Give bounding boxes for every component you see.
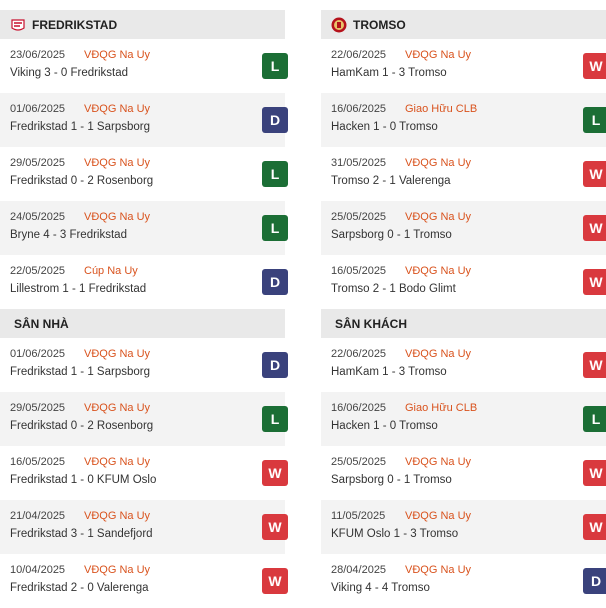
match-row[interactable] [321,93,606,147]
recent-matches-list [0,39,285,309]
result-badge: W [583,514,606,540]
result-badge: D [262,269,288,295]
match-row[interactable] [321,201,606,255]
match-row[interactable] [321,500,606,554]
home-matches-list [0,338,285,608]
match-score: Hacken 1 - 0 Tromso [331,121,438,133]
match-row[interactable] [321,39,606,93]
result-badge: W [583,215,606,241]
match-date: 31/05/2025 [331,157,387,169]
match-date: 29/05/2025 [10,157,66,169]
match-row[interactable] [0,93,285,147]
match-score: Fredrikstad 0 - 2 Rosenborg [10,420,154,432]
match-score: Sarpsborg 0 - 1 Tromso [331,474,452,486]
tromso-logo-icon [331,17,347,33]
match-row[interactable] [321,392,606,446]
result-badge: W [262,568,288,594]
match-score: Fredrikstad 3 - 1 Sandefjord [10,528,153,540]
match-score: Viking 3 - 0 Fredrikstad [10,67,129,79]
venue-title: SÂN KHÁCH [335,316,407,331]
match-score: Fredrikstad 1 - 1 Sarpsborg [10,366,150,378]
match-score: Tromso 2 - 1 Bodo Glimt [331,283,456,295]
match-row[interactable] [321,147,606,201]
match-league: VĐQG Na Uy [84,348,151,360]
match-row[interactable] [0,554,285,608]
match-date: 01/06/2025 [10,348,66,360]
match-row[interactable] [0,39,285,93]
match-score: Fredrikstad 1 - 1 Sarpsborg [10,121,150,133]
match-league: VĐQG Na Uy [405,265,472,277]
result-badge: W [583,352,606,378]
away-matches-list [321,338,606,608]
tromso-column [321,10,606,608]
match-row[interactable] [321,338,606,392]
team-name: TROMSO [353,17,406,32]
result-badge: W [583,269,606,295]
match-score: KFUM Oslo 1 - 3 Tromso [331,528,459,540]
result-badge: L [583,107,606,133]
match-date: 25/05/2025 [331,211,387,223]
match-league: Giao Hữu CLB [405,402,478,414]
result-badge: W [583,161,606,187]
team-name: FREDRIKSTAD [32,17,118,32]
match-league: VĐQG Na Uy [84,456,151,468]
match-date: 01/06/2025 [10,103,66,115]
match-score: Sarpsborg 0 - 1 Tromso [331,229,452,241]
fredrikstad-logo-icon [10,17,26,33]
match-score: Fredrikstad 1 - 0 KFUM Oslo [10,474,157,486]
match-score: Fredrikstad 0 - 2 Rosenborg [10,175,154,187]
match-row[interactable] [0,201,285,255]
match-row[interactable] [0,446,285,500]
match-row[interactable] [0,392,285,446]
match-league: Cúp Na Uy [84,265,138,277]
match-league: VĐQG Na Uy [405,348,472,360]
match-row[interactable] [321,554,606,608]
match-row[interactable] [0,338,285,392]
match-date: 11/05/2025 [331,510,386,522]
result-badge: D [583,568,606,594]
recent-matches-list [321,39,606,309]
result-badge: W [583,460,606,486]
match-row[interactable] [0,147,285,201]
team-header [0,10,285,39]
match-row[interactable] [0,500,285,554]
match-date: 22/06/2025 [331,49,387,61]
match-date: 28/04/2025 [331,564,387,576]
match-league: VĐQG Na Uy [84,402,151,414]
match-league: VĐQG Na Uy [405,49,472,61]
match-league: VĐQG Na Uy [405,510,472,522]
match-league: VĐQG Na Uy [405,211,472,223]
result-badge: L [583,406,606,432]
match-league: VĐQG Na Uy [84,103,151,115]
match-date: 16/05/2025 [10,456,66,468]
venue-header [321,309,606,338]
match-league: VĐQG Na Uy [84,157,151,169]
match-score: Lillestrom 1 - 1 Fredrikstad [10,283,147,295]
result-badge: W [583,53,606,79]
match-date: 22/06/2025 [331,348,387,360]
result-badge: L [262,161,288,187]
match-row[interactable] [0,255,285,309]
match-date: 23/06/2025 [10,49,66,61]
match-score: HamKam 1 - 3 Tromso [331,67,447,79]
result-badge: D [262,352,288,378]
match-date: 16/05/2025 [331,265,387,277]
match-league: VĐQG Na Uy [84,564,151,576]
match-score: Viking 4 - 4 Tromso [331,582,430,594]
result-badge: W [262,514,288,540]
match-date: 10/04/2025 [10,564,66,576]
result-badge: L [262,215,288,241]
match-date: 22/05/2025 [10,265,66,277]
match-league: VĐQG Na Uy [84,211,151,223]
fredrikstad-column [0,10,285,608]
match-row[interactable] [321,255,606,309]
match-score: Hacken 1 - 0 Tromso [331,420,438,432]
match-league: VĐQG Na Uy [84,49,151,61]
match-league: VĐQG Na Uy [405,157,472,169]
match-league: VĐQG Na Uy [405,564,472,576]
match-date: 16/06/2025 [331,402,387,414]
result-badge: L [262,406,288,432]
venue-header [0,309,285,338]
match-league: VĐQG Na Uy [84,510,151,522]
match-score: Tromso 2 - 1 Valerenga [331,175,451,187]
match-date: 21/04/2025 [10,510,66,522]
match-league: VĐQG Na Uy [405,456,472,468]
match-date: 16/06/2025 [331,103,387,115]
match-date: 29/05/2025 [10,402,66,414]
match-row[interactable] [321,446,606,500]
match-score: HamKam 1 - 3 Tromso [331,366,447,378]
result-badge: D [262,107,288,133]
match-league: Giao Hữu CLB [405,103,478,115]
result-badge: L [262,53,288,79]
match-score: Bryne 4 - 3 Fredrikstad [10,229,127,241]
result-badge: W [262,460,288,486]
match-date: 25/05/2025 [331,456,387,468]
match-date: 24/05/2025 [10,211,66,223]
match-score: Fredrikstad 2 - 0 Valerenga [10,582,149,594]
team-header [321,10,606,39]
venue-title: SÂN NHÀ [14,316,69,331]
